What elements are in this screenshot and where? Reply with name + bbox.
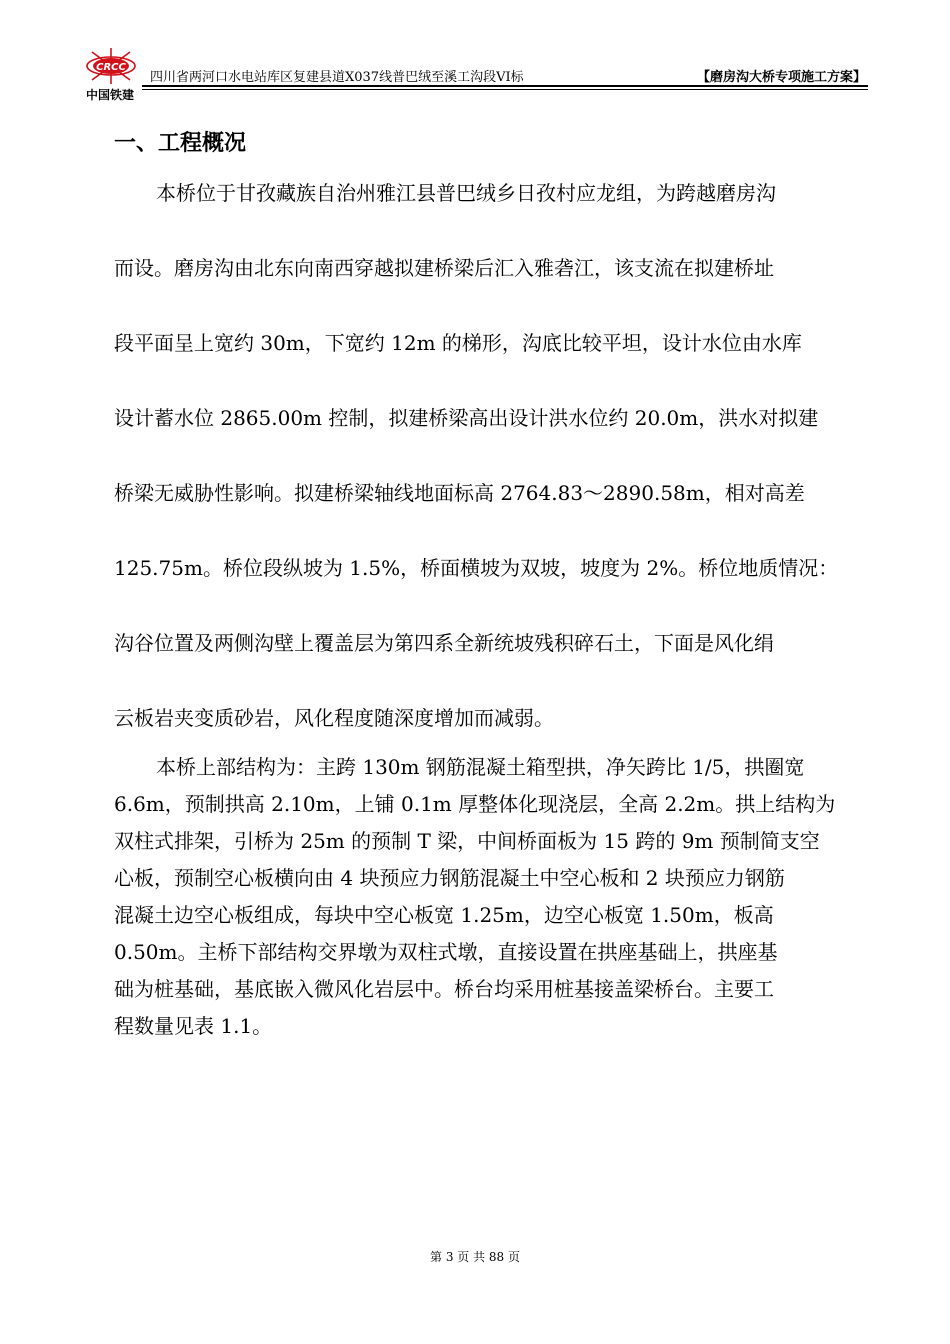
logo-text: 中国铁建 (85, 88, 134, 102)
paragraph-line: 云板岩夹变质砂岩，风化程度随深度增加而减弱。 (114, 706, 554, 730)
paragraph-line: 段平面呈上宽约 30m，下宽约 12m 的梯形，沟底比较平坦，设计水位由水库 (114, 331, 802, 355)
paragraph-structure (114, 749, 860, 1045)
header-rule-thick (142, 85, 868, 87)
logo-mark: CRCC (96, 62, 126, 73)
header-rule-thin (142, 89, 868, 90)
crcc-logo-icon (84, 46, 138, 86)
paragraph-line: 沟谷位置及两侧沟壁上覆盖层为第四系全新统坡残积碎石土，下面是风化绢 (114, 631, 774, 655)
page-header (78, 46, 868, 104)
paragraph-line: 125.75m。桥位段纵坡为 1.5%，桥面横坡为双坡，坡度为 2%。桥位地质情况： (114, 556, 839, 580)
section-heading: 一、工程概况 (114, 131, 247, 156)
paragraph-line: 程数量见表 1.1。 (114, 1014, 273, 1038)
paragraph-line: 桥梁无威胁性影响。拟建桥梁轴线地面标高 2764.83～2890.58m，相对高差 (114, 481, 805, 505)
paragraph-line: 本桥位于甘孜藏族自治州雅江县普巴绒乡日孜村应龙组，为跨越磨房沟 (156, 181, 776, 205)
paragraph-line: 础为桩基础，基底嵌入微风化岩层中。桥台均采用桩基接盖梁桥台。主要工 (114, 977, 774, 1001)
header-document-title: 【磨房沟大桥专项施工方案】 (696, 70, 866, 85)
paragraph-line: 而设。磨房沟由北东向南西穿越拟建桥梁后汇入雅砻江，该支流在拟建桥址 (114, 256, 774, 280)
paragraph-line: 混凝土边空心板组成，每块中空心板宽 1.25m，边空心板宽 1.50m，板高 (114, 903, 774, 927)
paragraph-line: 双柱式排架，引桥为 25m 的预制 T 梁，中间桥面板为 15 跨的 9m 预制简支空 (114, 829, 820, 853)
header-project-title: 四川省两河口水电站库区复建县道X037线普巴绒至溪工沟段VI标 (150, 70, 524, 85)
paragraph-line: 心板，预制空心板横向由 4 块预应力钢筋混凝土中空心板和 2 块预应力钢筋 (114, 866, 785, 890)
page-number-footer: 第 3 页 共 88 页 (430, 1250, 520, 1264)
crcc-logo (78, 46, 144, 102)
paragraph-line: 设计蓄水位 2865.00m 控制，拟建桥梁高出设计洪水位约 20.0m，洪水对拟建 (114, 406, 819, 430)
paragraph-line: 本桥上部结构为：主跨 130m 钢筋混凝土箱型拱，净矢跨比 1/5，拱圈宽 (156, 755, 805, 779)
paragraph-line: 0.50m。主桥下部结构交界墩为双柱式墩，直接设置在拱座基础上，拱座基 (114, 940, 778, 964)
paragraph-line: 6.6m，预制拱高 2.10m，上铺 0.1m 厚整体化现浇层，全高 2.2m。拱上结构为 (114, 792, 836, 816)
paragraph-overview (114, 170, 860, 770)
